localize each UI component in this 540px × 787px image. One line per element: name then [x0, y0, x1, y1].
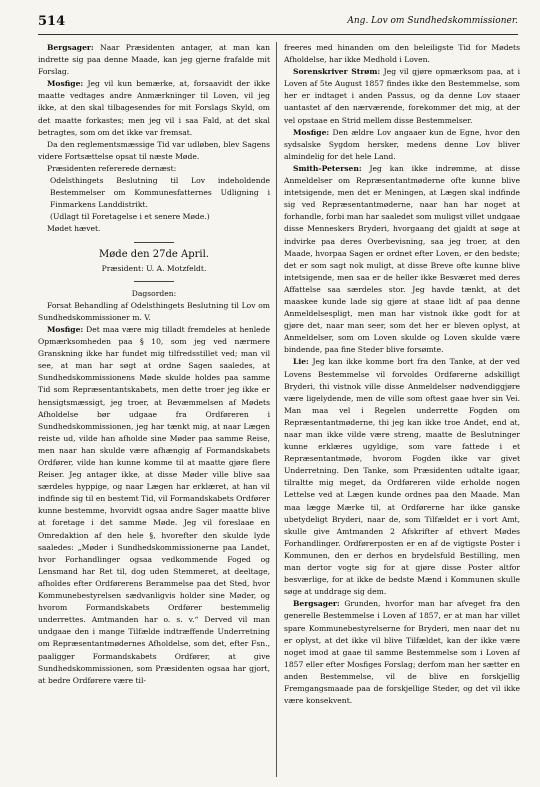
paragraph [284, 127, 520, 163]
column-divider [276, 42, 277, 777]
paragraph [284, 356, 520, 598]
paragraph [38, 78, 270, 138]
speech-text: Det maa være mig tilladt fremdeles at henlede Opmærksomheden paa § 10, som jeg ved nærmere Granskning ikke har fundet mig tilfredsstillet ved; man vil see, at man har søgt at ordne Sagen saaledes, at Sundhedskommissionens Møde skulde holdes paa samme Tid som Repræsentantskabets, men dette troer jeg ikke er hensigtsmæssigt, jeg troer, at Bevæmmelsen af Mødets Afholdelse bør udgaae fra Ordføreren i Sundhedskommissionen, jeg har tænkt mig, at naar Lægen reiste ud, vilde han afholde sine Møder paa samme Reise, men naar han skulde være afhængig af Formandskabets Ordfører, vilde han kunne komme til at maatte gjøre flere Reiser. Jeg antager ikke, at disse Møder ville blive saa særdeles hyppige, og naar Lægen har erklæret, at han vil indfinde sig til en bestemt Tid, vil Formandskabets Ordfører kunne bestemme, hvorvidt ogsaa andre Sager maatte blive at foretage i det samme Møde. Jeg vil foreslaae en Omredaktion af den hele §, hvorefter den skulde lyde saaledes: „Møder i Sundhedskommissionerne paa Landet, hvor Forhandlinger ogsaa vedkommende Foged og Lensmand har Ret til, dog uden Stemmeret, at deeltage, afholdes efter Ordførerens Berammelse paa det Sted, hvor Kommunebestyrelsen sædvanligvis holder sine Møder, og hvorom Formandskabets Ordfører bestemmelig underrettes. Amtmanden har o. s. v.“ Derved vil man undgaae den i mange Tilfælde indtræffende Underretning om Repræsentantmødernes Afholdelse, som det, efter Fsn., paaligger Formandskabets Ordfører, at give Sundhedskommissionen, som Præsidenten ogsaa har gjort, at bedre Ordførere være til- [38, 324, 270, 685]
meeting-heading: Møde den 27de April. [99, 248, 209, 260]
paragraph: Da den reglementsmæssige Tid var udløben, blev Sagens videre Fortsættelse opsat til næste Møde. [38, 139, 270, 161]
running-title: Ang. Lov om Sundhedskommissioner. [347, 16, 518, 26]
right-column [284, 42, 520, 777]
agenda-text: Forsat Behandling af Odelsthingets Beslutning til Lov om Sundhedskommissioner m. V. [38, 300, 270, 322]
speech-text: Jeg kan ikke indrømme, at disse Anmeldelser om Repræsentantmøderne ofte kunne blive intetsigende, men det er Meningen, at Lægen skal indfinde sig ved Repræsentantmøderne, naar han har noget at forhandle, forbi man har saaledet som muligst villet undgaae disse Menneskers Bryderi, hvorgaang det gjaldt at søge at indvirke paa deres Overbevisning, saa jeg troer, at den Maade, hvorpaa Sagen er ordnet efter Loven, er den bedste; det er som sagt nok muligt, at disse Breve ofte kunne blive intetsigende, men saa er de heller ikke Besværet med deres Affattelse saa særdeles stor. Jeg havde tænkt, at det maaskee kunde lade sig gjøre at staae lidt af paa denne Anmeldelsespligt, men man har vistnok ikke godt for at gjøre det, naar man seer, som det her er bleven oplyst, at Anmeldelser, som om Loven skulde og Loven skulde være bindende, paa fine Steder blive forsømte. [284, 163, 520, 355]
speech-text: Jeg kan ikke komme bort fra den Tanke, at der ved Lovens Bestemmelse vil forvoldes Ordførerne adskilligt Bryderi, thi vistnok ville disse Anmeldelser nødvendiggjøre være ligelydende, men de ville som oftest gaae hver sin Vei. Man maa vel i Regelen underrette Fogden om Repræsentantmøderne, thi jeg kan ikke troe Andet, end at, naar man ikke vilde være streng, maatte de Beslutninger kunne erklæres ugyldige, som vare fattede i et Repræsentantmøde, hvorom Fogden ikke var givet Underretning. Den Tanke, som Præsidenten udtalte igaar, tilraltte mig meget, da Ordføreren vilde erholde nogen Lettelse ved at Lægen kunde ordnes paa den Maade. Man maa lægge Mærke til, at Ordførerne har ikke ganske ubetydeligt Bryderi, naar de, som Tilfældet er i vort Amt, skulle give Amtmanden 2 Afskrifter af ethvert Mødes Forhandlinger. Ordførerposten er en af de vigtigste Poster i Kommunen, den er derhos en brydelsfuld Bestilling, men man dertor vogte sig for at gjøre disse Poster altfor besværlige, for at ikke de bedste Mænd i Kommunen skulle søge at unddrage sig dem. [284, 357, 520, 597]
page-header [38, 14, 518, 35]
speech-text: Jeg vil kun bemærke, at, forsaavidt der ikke maatte vedtages andre Anmærkninger til Loven, vil jeg ikke, at den skal tilbagesendes for mit Forslags Skyld, om det maatte forkastes; men jeg vil i saa Fald, at det skal betragtes, som om det ikke var fremsat. [38, 79, 270, 137]
speaker-name: Mosfige: [293, 127, 330, 137]
paragraph: Mødet hævet. [47, 224, 101, 234]
speech-text: Den ældre Lov angaaer kun de Egne, hvor den sydsalske Sygdom hersker, medens denne Lov bliver almindelig for det hele Land. [284, 127, 520, 161]
speaker-name: Mosfige: [47, 79, 84, 89]
speaker-name: Mosfige: [47, 324, 84, 334]
paragraph [38, 324, 270, 687]
paragraph: Præsidenten refererede dernæst: [47, 163, 177, 173]
speech-text: Jeg vil gjøre opmærksom paa, at i Loven af 5te August 1857 findes ikke den Bestemmelse, som her er indtaget i anden Passus, og da denne Lov staaer uantastet af den nærværende, forekommer det mig, at der vel opstaae en Strid mellem disse Bestemmelser. [284, 67, 520, 125]
speech-text: Grunden, hvorfor man har afveget fra den generelle Bestemmelse i Loven af 1857, er at man har villet spare Kommunebestyrelserne for Bryderi, men naar det nu er oplyst, at det ikke vil blive Tilfældet, kan der ikke være noget imod at gaae til samme Bestemmelse som i Loven af 1857 eller efter Mosfiges Forslag; derfom man her sætter en anden Bestemmelse, vil de blive en forskjellig Fremgangsmaade paa de forskjellige Steder, og det vil ikke være konsekvent. [284, 599, 520, 706]
paragraph: freeres med hinanden om den beleiligste Tid for Mødets Afholdelse, har ikke Medhold i Loven. [284, 43, 520, 65]
speaker-name: Sorenskriver Strøm: [293, 67, 381, 77]
paragraph [284, 163, 520, 357]
left-column [38, 42, 270, 777]
speaker-name: Bergsager: [293, 599, 340, 609]
president-line: Præsident: U. A. Motzfeldt. [101, 263, 207, 273]
agenda-title: Dagsorden: [131, 288, 177, 298]
page-number: 514 [38, 14, 66, 29]
divider [134, 281, 174, 282]
note: (Udlagt til Foretagelse i et senere Møde.) [50, 212, 210, 222]
speaker-name: Bergsager: [47, 43, 94, 52]
quoted-title: Odelsthingets Beslutning til Lov indeholdende Bestemmelser om Kommunesfatternes Udligning i Finmarkens Landdistrikt. [50, 176, 270, 210]
divider [134, 242, 174, 243]
speech-text: Naar Præsidenten antager, at man kan indrette sig paa denne Maade, kan jeg gjerne frafalde mit Forslag. [38, 43, 270, 77]
paragraph [284, 66, 520, 126]
paragraph [38, 42, 270, 78]
speaker-name: Smith-Petersen: [293, 163, 362, 173]
speaker-name: Lie: [293, 357, 309, 367]
paragraph [284, 598, 520, 707]
